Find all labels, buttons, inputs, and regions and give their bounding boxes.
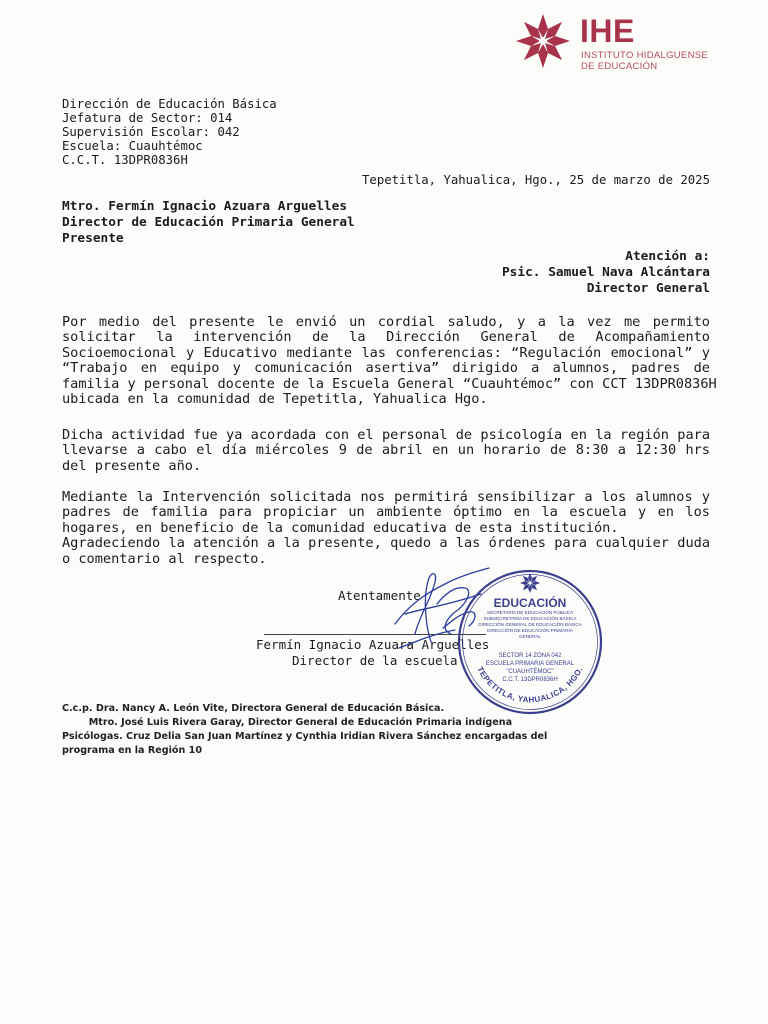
body-paragraph-1 <box>62 314 717 407</box>
logo-subtitle-line2: DE EDUCACIÓN <box>581 61 658 72</box>
paragraph-line: Agradeciendo la atención a la presente, quedo a las órdenes para cualquier duda <box>62 535 710 552</box>
recipient-name: Mtro. Fermín Ignacio Azuara Arguelles <box>62 199 348 214</box>
paragraph-line: del presente año. <box>62 457 202 474</box>
stamp-line: ESCUELA PRIMARIA GENERAL <box>485 661 575 667</box>
logo-title: IHE <box>580 13 635 49</box>
ihe-logo <box>514 12 754 72</box>
body-paragraph-2 <box>62 428 710 474</box>
paragraph-line: solicitar la intervención de la Dirección General de Acompañamiento <box>62 329 710 346</box>
stamp-flower-icon <box>520 573 540 593</box>
paragraph-line: Dicha actividad fue ya acordada con el personal de psicología en la región para <box>62 427 710 443</box>
stamp-line: SECRETARÍA DE EDUCACIÓN PÚBLICA <box>486 610 574 615</box>
stamp-title: EDUCACIÓN <box>493 596 567 610</box>
paragraph-line: llevarse a cabo el día miércoles 9 de abril en un horario de 8:30 a 12:30 hrs <box>62 442 710 459</box>
signer-position: Director de la escuela <box>292 653 458 668</box>
stamp-line: "CUAUHTÉMOC" <box>506 669 554 675</box>
ihe-flower-icon <box>514 12 572 70</box>
paragraph-line: o comentario al respecto. <box>62 550 267 567</box>
logo-subtitle <box>581 50 708 72</box>
paragraph-line: “Trabajo en equipo y comunicación asertiva” dirigido a alumnos, padres de <box>62 360 710 377</box>
paragraph-line: familia y personal docente de la Escuela General “Cuauhtémoc” con CCT 13DPR0836H <box>62 375 717 392</box>
attention-position: Director General <box>586 281 710 296</box>
date-line: Tepetitla, Yahualica, Hgo., 25 de marzo de 2025 <box>362 173 710 187</box>
recipient-greeting: Presente <box>62 231 124 246</box>
closing-text: Atentamente <box>338 588 421 603</box>
official-stamp <box>455 567 605 717</box>
paragraph-line: ubicada en la comunidad de Tepetitla, Yahualica Hgo. <box>62 390 488 407</box>
ccp-line-3: Psicólogas. Cruz Delia San Juan Martínez y Cynthia Iridian Rivera Sánchez encargadas del <box>62 731 548 742</box>
signer-name: Fermín Ignacio Azuara Arguelles <box>256 637 490 652</box>
recipient-position: Director de Educación Primaria General <box>62 215 355 230</box>
body-paragraph-3 <box>62 490 710 567</box>
stamp-line: C.C.T. 13DPR0836H <box>502 677 558 683</box>
ccp-line-4: programa en la Región 10 <box>62 745 203 756</box>
stamp-arc-textpath: TEPETITLA, YAHUALICA, HGO. <box>475 665 585 705</box>
stamp-line: GENERAL <box>519 634 541 639</box>
stamp-line: SUBSECRETARÍA DE EDUCACIÓN BÁSICA <box>483 616 577 621</box>
stamp-line: DIRECCIÓN GENERAL DE EDUCACIÓN BÁSICA <box>478 622 582 627</box>
attention-name: Psic. Samuel Nava Alcántara <box>501 265 710 280</box>
header-direction: Dirección de Educación Básica <box>62 97 277 111</box>
header-supervision: Supervisión Escolar: 042 <box>62 125 240 139</box>
paragraph-line: padres de familia para propiciar un ambiente óptimo en la escuela y en los <box>62 504 710 521</box>
header-cct: C.C.T. 13DPR0836H <box>62 153 188 167</box>
paragraph-line: Por medio del presente le envió un cordial saludo, y a la vez me permito <box>62 314 710 330</box>
logo-subtitle-line1: INSTITUTO HIDALGUENSE <box>581 50 709 61</box>
header-sector: Jefatura de Sector: 014 <box>62 111 233 125</box>
stamp-line: DIRECCIÓN DE EDUCACIÓN PRIMARIA <box>487 628 573 633</box>
paragraph-line: Mediante la Intervención solicitada nos permitirá sensibilizar a los alumnos y <box>62 489 710 505</box>
ccp-line-2: Mtro. José Luis Rivera Garay, Director General de Educación Primaria indígena <box>62 717 513 728</box>
header-school: Escuela: Cuauhtémoc <box>62 139 203 153</box>
paragraph-line: Socioemocional y Educativo mediante las conferencias: “Regulación emocional” y <box>62 344 710 361</box>
ccp-line-1: C.c.p. Dra. Nancy A. León Vite, Directora General de Educación Básica. <box>62 703 445 714</box>
attention-label: Atención a: <box>625 249 710 264</box>
paragraph-line: hogares, en beneficio de la comunidad educativa de esta institución. <box>62 519 619 536</box>
stamp-line: SECTOR 14 ZONA 042 <box>498 653 562 659</box>
